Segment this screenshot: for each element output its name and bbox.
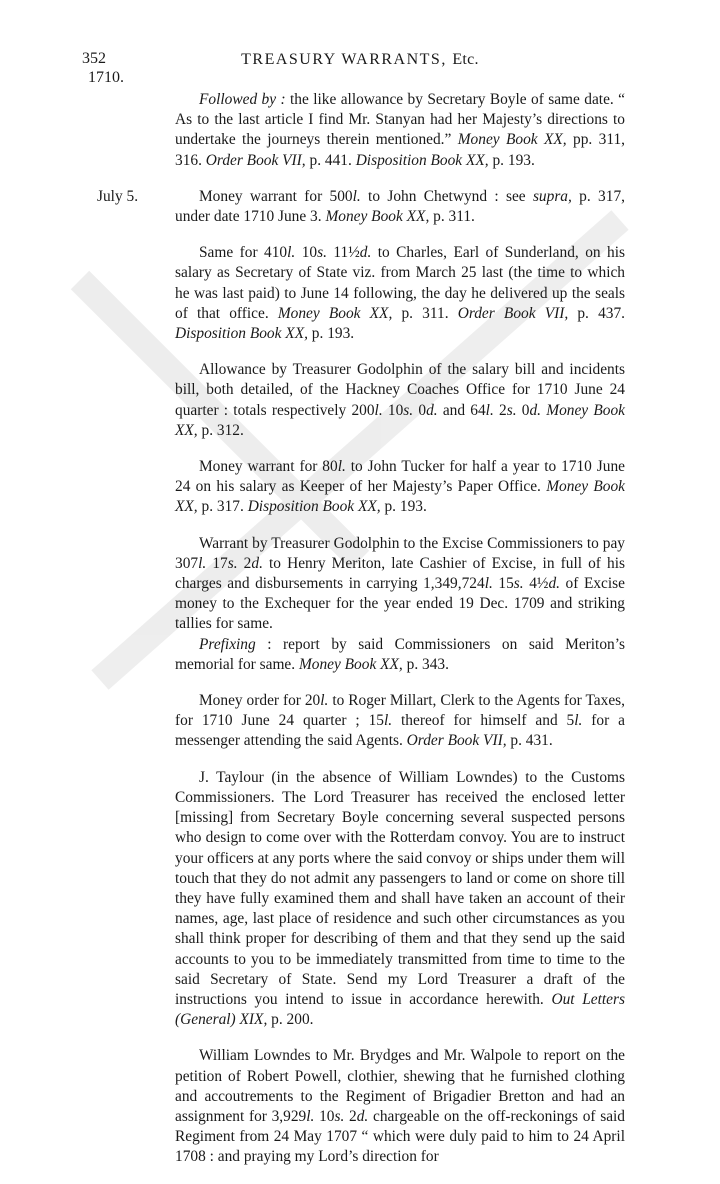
entry-text: Allowance by Treasurer Godolphin of the salary bill and incidents bill, both detailed, of the Hackney Coaches Office for 1710 June 24 quarter : totals respectively 200l. 10s. 0d. and 64l. 2s. 0d. Money Book XX, p. 312.: [175, 361, 625, 439]
entry-10: [175, 1046, 625, 1167]
entry-text: Money order for 20l. to Roger Millart, Clerk to the Agents for Taxes, for 1710 June 24 quarter ; 15l. thereof for himself and 5l. for a messenger attending the said Agents. Order Book VII, p. 431.: [175, 692, 625, 750]
entry-text: Prefixing : report by said Commissioners on said Meriton’s memorial for same. Money Book XX, p. 343.: [175, 635, 625, 673]
document-body: [97, 90, 626, 1184]
page-number: 352: [82, 50, 106, 67]
page-year: 1710.: [88, 69, 124, 86]
entry-8: [175, 691, 625, 752]
entry-text: Warrant by Treasurer Godolphin to the Excise Commissioners to pay 307l. 17s. 2d. to Henry Meriton, late Cashier of Excise, in full of his charges and disbursements in carrying 1,349,724l. 15s. 4½d. of Excise money to the Exchequer for the year ended 19 Dec. 1709 and striking tallies for same.: [175, 534, 625, 633]
entry-4: [175, 360, 625, 441]
entry-text: Same for 410l. 10s. 11½d. to Charles, Earl of Sunderland, on his salary as Secretary of State viz. from March 25 last (the time to which he was last paid) to June 14 following, the day he delivered up the seals of that office. Money Book XX, p. 311. Order Book VII, p. 437. Disposition Book XX, p. 193.: [175, 244, 625, 343]
entry-3: [175, 243, 625, 344]
entry-text: J. Taylour (in the absence of William Lowndes) to the Customs Commissioners. The Lord Treasurer has received the enclosed letter [missing] from Secretary Boyle concerning several suspected persons who design to come over with the Rotterdam convoy. You are to instruct your officers at any ports where the said convoy or ships under them will touch that they do not admit any passengers to land or come on shore till they have fully examined them and shall have taken an account of their names, age, last place of residence and such other circumstances as you shall think proper for describing of them and that they send up the said accounts to you to be immediately transmitted from time to time to the said Secretary of State. Send my Lord Treasurer a draft of the instructions you intend to issue in accordance herewith. Out Letters (General) XIX, p. 200.: [175, 768, 625, 1029]
entry-text: William Lowndes to Mr. Brydges and Mr. Walpole to report on the petition of Robert Powell, clothier, shewing that he furnished clothing and accoutrements to the Regiment of Brigadier Bretton and had an assignment for 3,929l. 10s. 2d. chargeable on the off-reckonings of said Regiment from 24 May 1707 “ which were duly paid to him to 24 April 1708 : and praying my Lord’s direction for: [175, 1047, 626, 1166]
entry-date: July 5.: [97, 187, 139, 205]
entry-1: [175, 90, 625, 171]
entry-text: Money warrant for 80l. to John Tucker for half a year to 1710 June 24 on his salary as Keeper of her Majesty’s Paper Office. Money Book XX, p. 317. Disposition Book XX, p. 193.: [175, 458, 625, 516]
entry-2: [97, 187, 625, 227]
entry-6: [175, 534, 625, 635]
entry-7: [175, 635, 625, 675]
running-header: [0, 51, 720, 69]
header-title-main: TREASURY WARRANTS,: [241, 51, 447, 68]
entry-text: Followed by : the like allowance by Secretary Boyle of same date. “ As to the last article I find Mr. Stanyan had her Majesty’s directions to undertake the journeys therein mentioned.” Money Book XX, pp. 311, 316. Order Book VII, p. 441. Disposition Book XX, p. 193.: [175, 91, 625, 169]
header-title-etc: Etc.: [452, 51, 479, 68]
entry-text: Money warrant for 500l. to John Chetwynd : see supra, p. 317, under date 1710 June 3. Money Book XX, p. 311.: [175, 187, 625, 226]
entry-5: [175, 457, 625, 518]
entry-9: [175, 768, 625, 1031]
